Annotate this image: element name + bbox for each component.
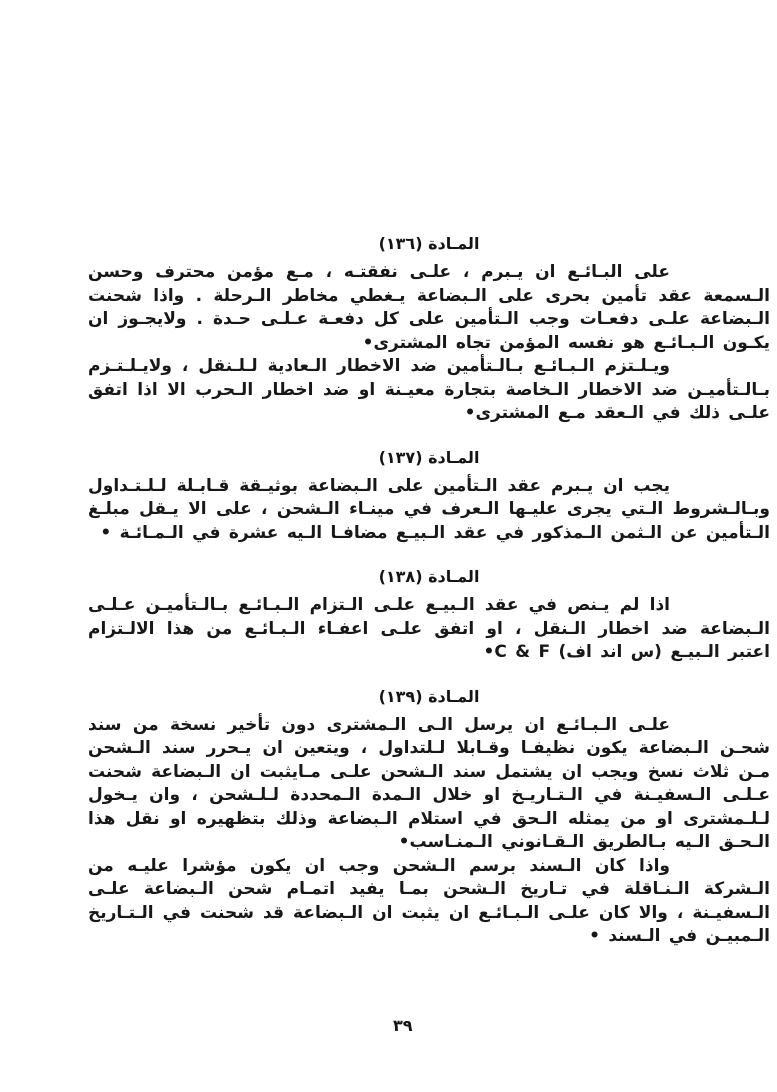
article-heading: المـادة (١٣٨) [378, 567, 480, 586]
article-paragraph: واذا كان الـسند برسم الـشحن وجب ان يكون مؤشرا عليـه من الـشركة الـنـاقلة في تـاريخ الـشحن بمـا يفيد اتمـام شحن الـبضاعة علـى الـسفيـنة ، والا كان علـى الـبـائـع ان يثبت ان الـبضاعة قد شحنت في الـتـاريخ الـمبيـن في الـسند • [88, 855, 770, 946]
article-heading: المـادة (١٣٦) [378, 234, 480, 253]
article-heading: المـادة (١٣٩) [378, 686, 480, 706]
article-paragraph: على البـائـع ان يـبرم ، علـى نفقتـه ، مـع مؤمن محترف وحسن الـسمعة عقد تأمين بحرى على الـبضاعة يـغطي مخاطر الـرحلة . واذا شحنت الـبضاعة علـى دفعـات وجب الـتأمين على كل دفعـة عـلـى حـدة . ولايجـوز ان يكـون الـبـائـع هو نفسه المؤمن تجاه المشترى• [88, 262, 770, 353]
page-number: ٣٩ [393, 1016, 413, 1035]
article-section-136 [88, 234, 770, 426]
article-paragraph: يجب ان يـبرم عقد الـتأمين على الـبضاعة بوثيـقة قـابـلة لـلـتـداول وبـالـشروط الـتي يجرى عليـها الـعرف في مينـاء الـشحن ، على الا يـقل مبلـغ الـتأمين عن الـثمن الـمذكور في عقد الـبيـع مضافـا الـيه عشرة في الـمـائـة • [88, 475, 770, 543]
article-section-139 [88, 687, 770, 949]
article-paragraph: اذا لم يـنص في عقد الـبيـع علـى الـتزام الـبـائـع بـالـتأميـن عـلـى الـبضاعة ضد اخطار الـنقل ، او اتفق علـى اعفـاء الـبـائـع من هذا الالـتزام اعتبر الـبيـع (س اند اف) C & F• [88, 595, 770, 662]
article-heading: المـادة (١٣٧) [378, 447, 480, 467]
article-section-137 [88, 448, 770, 546]
article-paragraph: ويـلـتزم الـبـائـع بـالـتأمين ضد الاخطار الـعادية لـلـنقل ، ولايـلـتـزم بـالـتأميـن ضد الاخطار الـخاصة بتجارة معيـنة او ضد اخطار الـحرب الا اذا اتفق علـى ذلك في الـعقد مـع المشترى• [88, 356, 770, 423]
article-section-138 [88, 567, 770, 665]
text-column [88, 234, 770, 949]
article-paragraph: علـى الـبـائـع ان يرسل الـى الـمشترى دون تأخير نسخة من سند شحـن الـبضاعة يكون نظيفـا وقـابلا لـلتداول ، ويتعين ان يـحرر سند الـشحن مـن ثلاث نسخ ويجب ان يشتمل سند الـشحن علـى مـايثبت ان الـبضاعة شحنت عـلـى الـسفيـنة في الـتـاريـخ او خلال الـمدة الـمحددة لـلـشحن ، وان يـخول لـلـمشترى او من يمثله الـحق في استلام الـبضاعة وذلك بتظهيره او نقل هذا الـحـق الـيه بـالطريق الـقـانوني الـمنـاسب• [88, 714, 770, 852]
